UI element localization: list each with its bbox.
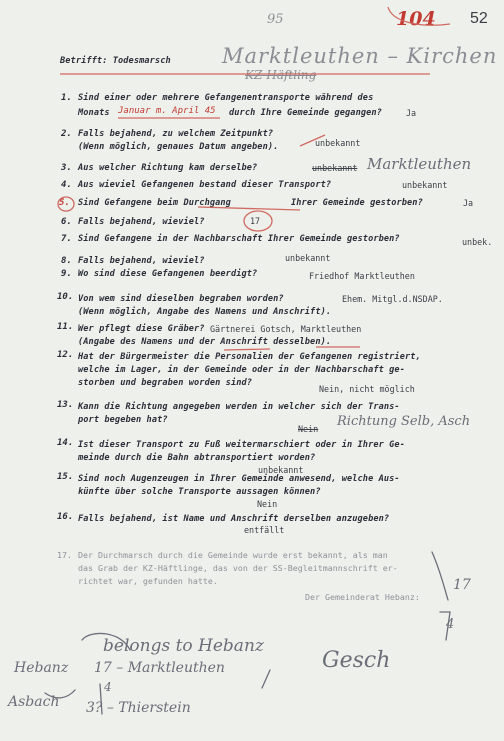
q2-line1: Falls bejahend, zu welchem Zeitpunkt?	[78, 129, 274, 139]
q14-line2: meinde durch die Bahn abtransportiert worden?	[78, 453, 316, 463]
q10-line2: (Wenn möglich, Angabe des Namens und Anschrift).	[78, 307, 332, 317]
q13-answer: Nein	[298, 424, 319, 434]
q1-line2a: Monats	[78, 108, 110, 118]
page-number: 52	[470, 10, 488, 27]
q13-line2: port begeben hat?	[78, 415, 168, 425]
q12-line1: Hat der Bürgermeister die Personalien der Gefangenen registriert,	[78, 352, 421, 362]
remark-line1: Der Durchmarsch durch die Gemeinde wurde erst bekannt, als man	[78, 550, 388, 560]
remark-line3: richtet war, gefunden hatte.	[78, 576, 218, 586]
q7-answer: unbek.	[462, 237, 493, 247]
q15-answer: Nein	[257, 499, 278, 509]
subject-label: Betrifft: Todesmarsch	[60, 56, 171, 66]
q6-answer: 17	[250, 216, 261, 226]
q11-answer: Gärtnerei Gotsch, Marktleuthen	[210, 324, 362, 334]
q5-red-underline	[198, 207, 300, 210]
red-number-underline	[388, 7, 450, 25]
q12-line3: storben und begraben worden sind?	[78, 378, 253, 388]
q10-answer: Ehem. Mitgl.d.NSDAP.	[342, 294, 443, 304]
q5-answer: Ja	[463, 198, 474, 208]
q13-line1: Kann die Richtung angegeben werden in welcher sich der Trans-	[78, 402, 400, 412]
remark-line2: das Grab der KZ-Häftlinge, das von der SS-Begleitmannschrift er-	[78, 563, 398, 573]
note-hebanz-detail: 17 – Marktleuthen	[94, 660, 225, 676]
subject-handwritten: Marktleuthen – Kirchen	[222, 44, 498, 68]
q5-red-circle	[58, 197, 74, 211]
note-hebanz: Hebanz	[14, 660, 69, 676]
q2-red-check	[300, 135, 325, 146]
signature-stroke	[262, 670, 270, 688]
q9-answer: Friedhof Marktleuthen	[309, 271, 415, 281]
q14-answer: unbekannt	[258, 465, 304, 475]
q8-answer: unbekannt	[285, 253, 331, 263]
q6-line1: Falls bejahend, wieviel?	[78, 217, 205, 227]
q4-number: 4.	[61, 180, 72, 190]
q12-number: 12.	[57, 350, 74, 360]
q9-number: 9.	[61, 269, 72, 279]
q15-line1: Sind noch Augenzeugen in Ihrer Gemeinde anwesend, welche Aus-	[78, 474, 400, 484]
q12-line2: welche im Lager, in der Gemeinde oder in der Nachbarschaft ge-	[78, 365, 405, 375]
belongs-handwritten: belongs to Hebanz	[103, 636, 264, 656]
q13-number: 13.	[57, 400, 74, 410]
q12-red-underline	[224, 349, 270, 350]
q10-line1: Von wem sind dieselben begraben worden?	[78, 294, 284, 304]
q4-line1: Aus wieviel Gefangenen bestand dieser Transport?	[78, 180, 332, 190]
margin-handwritten-17: 17	[453, 577, 471, 593]
pencil-number: 95	[267, 12, 284, 27]
q4-answer: unbekannt	[402, 180, 448, 190]
q3-handwritten: Marktleuthen	[367, 155, 472, 173]
remark-number: 17.	[57, 550, 72, 560]
q3-answer: unbekannt	[312, 163, 358, 173]
q1-number: 1.	[61, 93, 72, 103]
q2-answer: unbekannt	[315, 138, 361, 148]
q11-line2: (Angabe des Namens und der Anschrift desselben).	[78, 337, 332, 347]
q1-answer: Ja	[406, 108, 417, 118]
q5-line1b: Ihrer Gemeinde gestorben?	[291, 198, 423, 208]
note-asbach: Asbach	[8, 694, 60, 710]
note-asbach-detail: 3? – Thierstein	[86, 700, 191, 716]
q1-month-fill: Januar m. April 45	[118, 106, 216, 116]
margin-pencil-line	[432, 552, 448, 600]
q6-red-circle	[244, 211, 272, 231]
q16-line1: Falls bejahend, ist Name und Anschrift derselben anzugeben?	[78, 514, 390, 524]
q7-number: 7.	[61, 234, 72, 244]
q11-number: 11.	[57, 322, 74, 332]
q5-number: 5.	[59, 198, 70, 208]
q10-number: 10.	[57, 292, 74, 302]
q8-line1: Falls bejahend, wieviel?	[78, 256, 205, 266]
q2-line2: (Wenn möglich, genaues Datum angeben).	[78, 142, 279, 152]
q3-number: 3.	[61, 163, 72, 173]
q15-number: 15.	[57, 472, 74, 482]
q1-line2b: durch Ihre Gemeinde gegangen?	[229, 108, 382, 118]
subject-handwritten-2: KZ-Häftling	[245, 68, 317, 82]
q13-handwritten: Richtung Selb, Asch	[337, 414, 471, 429]
q14-line1: Ist dieser Transport zu Fuß weitermarschiert oder in Ihrer Ge-	[78, 440, 405, 450]
q9-line1: Wo sind diese Gefangenen beerdigt?	[78, 269, 258, 279]
margin-handwritten-4: 4	[446, 617, 455, 632]
q5-line1a: Sind Gefangene beim Durchgang	[78, 198, 231, 208]
q8-number: 8.	[61, 256, 72, 266]
q16-answer: entfällt	[244, 525, 285, 535]
q12-answer: Nein, nicht möglich	[319, 384, 415, 394]
q7-line1: Sind Gefangene in der Nachbarschaft Ihrer Gemeinde gestorben?	[78, 234, 400, 244]
q15-line2: künfte über solche Transporte aussagen können?	[78, 487, 321, 497]
q3-line1: Aus welcher Richtung kam derselbe?	[78, 163, 258, 173]
q1-line1: Sind einer oder mehrere Gefangenentransporte während des	[78, 93, 374, 103]
q16-number: 16.	[57, 512, 74, 522]
signature-handwritten: Gesch	[322, 648, 391, 673]
q6-number: 6.	[61, 217, 72, 227]
signature-label: Der Gemeinderat Hebanz:	[305, 592, 420, 602]
q14-number: 14.	[57, 438, 74, 448]
q2-number: 2.	[61, 129, 72, 139]
note-hebanz-count: 4	[104, 680, 112, 694]
q11-line1: Wer pflegt diese Gräber?	[78, 324, 205, 334]
red-archive-number: 104	[396, 8, 436, 30]
